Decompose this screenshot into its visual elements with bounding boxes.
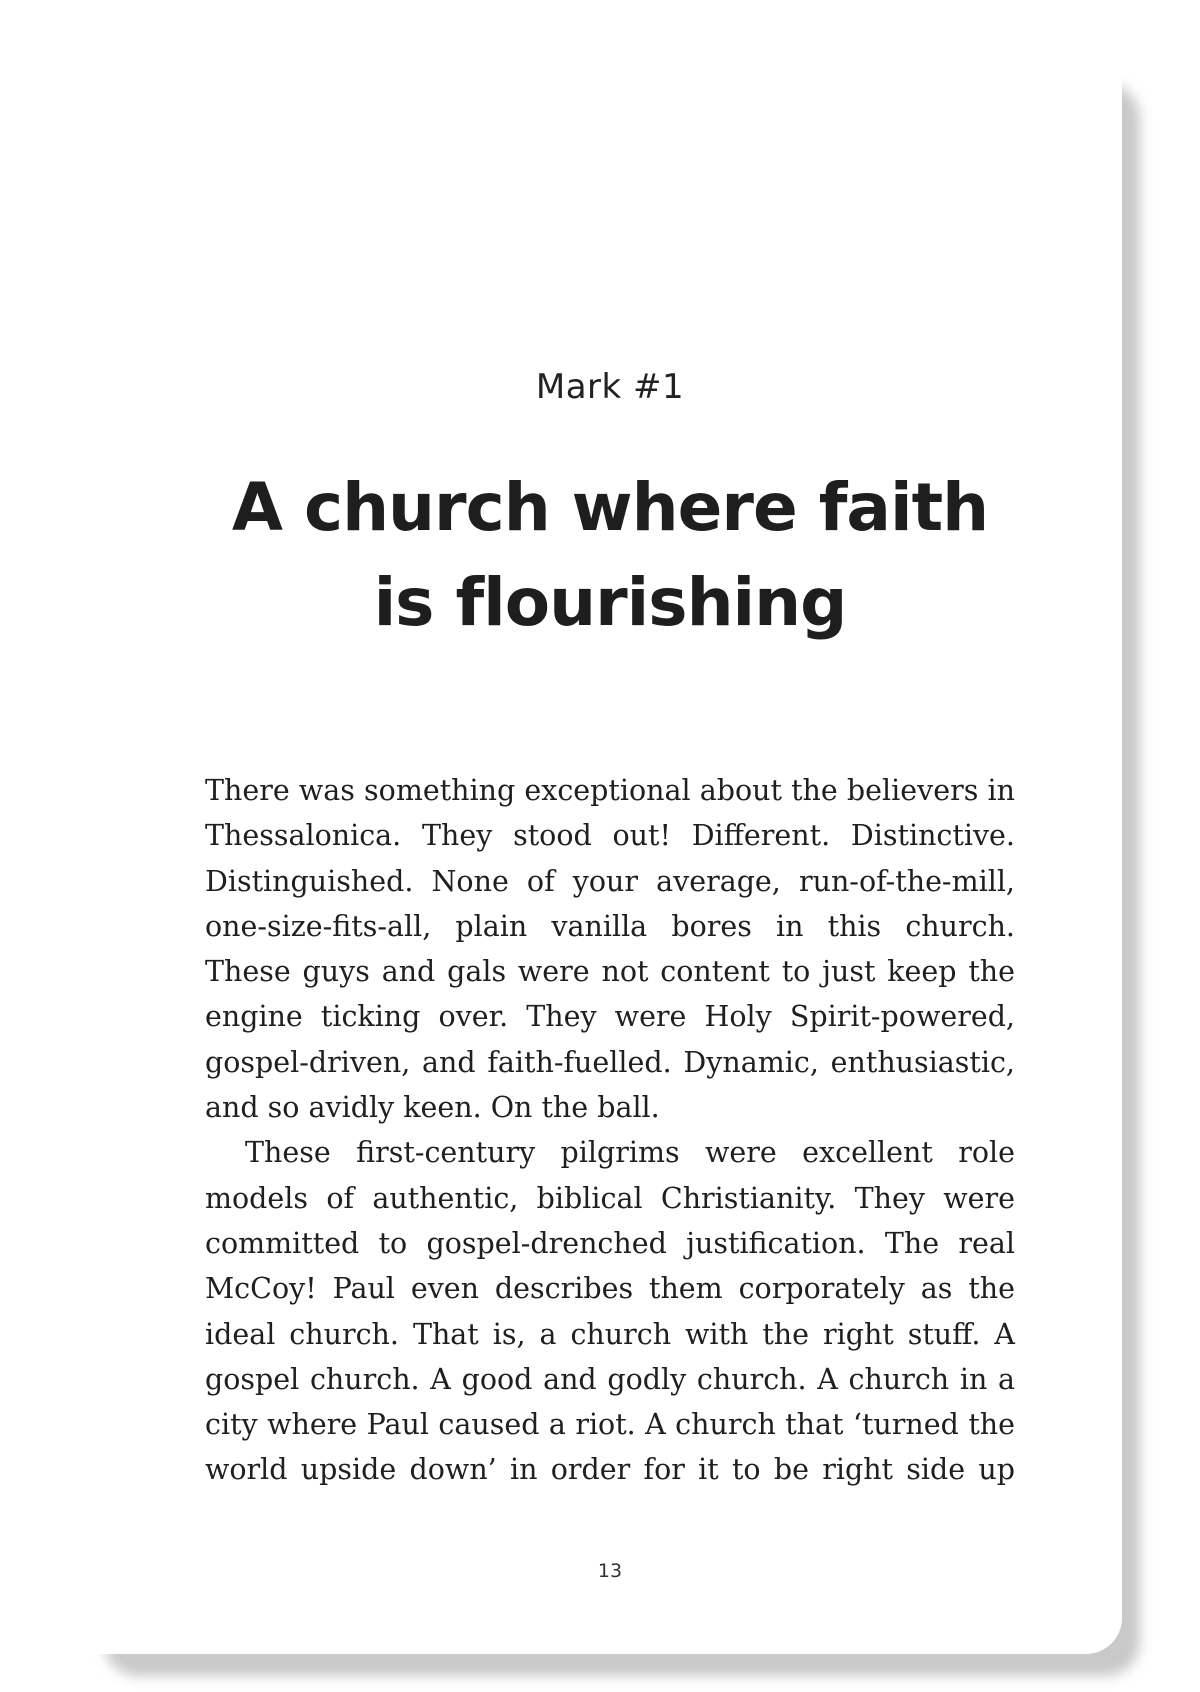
chapter-title-line-2: is flourishing (373, 564, 847, 641)
paragraph-1: There was something exceptional about the believers in Thessalonica. They stood out! Different. Distinctive. Distinguished. None of your average, run-of-the-mill, one-size-fits-all, plain vanilla bores in this church. These guys and gals were not content to just keep the engine ticking over. They were Holy Spirit-powered, gospel-driven, and faith-fuelled. Dynamic, enthusiastic, and so avidly keen. On the ball. (205, 774, 1015, 1125)
page-number: 13 (597, 1560, 623, 1582)
chapter-label: Mark #1 (535, 367, 685, 407)
body-text (205, 768, 1015, 1493)
chapter-title (150, 460, 1070, 650)
paragraph-2: These first-century pilgrims were excellent role models of authentic, biblical Christianity. They were committed to gospel-drenched justification. The real McCoy! Paul even describes them corporately as the ideal church. That is, a church with the right stuff. A gospel church. A good and godly church. A church in a city where Paul caused a riot. A church that ‘turned the world upside down’ in order for it to be right side up (205, 1136, 1015, 1487)
chapter-title-line-1: A church where faith (231, 469, 989, 546)
